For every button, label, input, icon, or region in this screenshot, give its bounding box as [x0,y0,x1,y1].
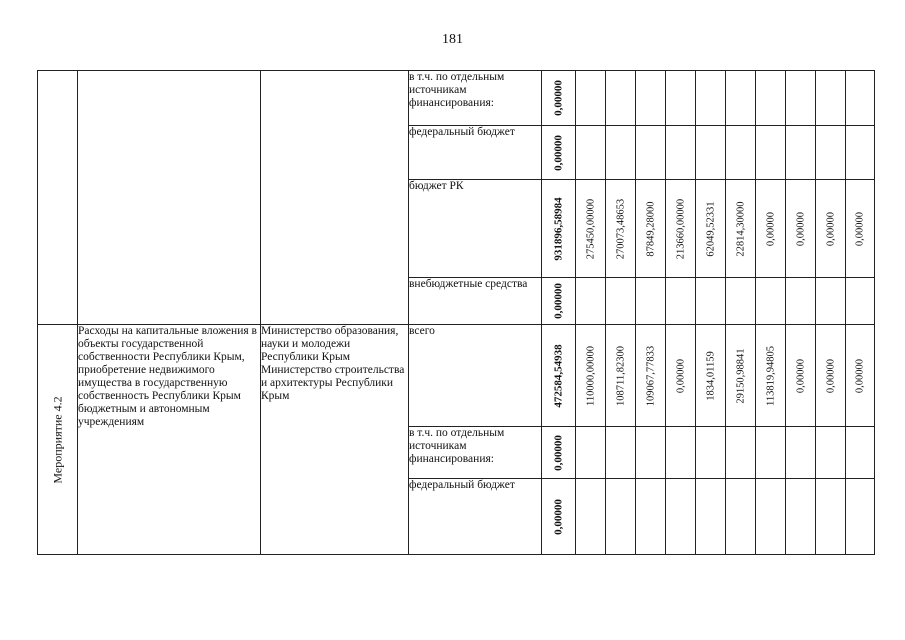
year-value-cell [576,71,606,126]
year-value-cell [816,71,846,126]
year-value-cell [606,180,636,278]
year-value-cell [726,180,756,278]
year-value-cell [576,278,606,325]
year-value-cell [846,278,875,325]
year-value-cell [636,479,666,555]
year-value-cell [816,325,846,427]
total-value: 0,00000 [552,134,564,171]
total-cell [542,479,576,555]
year-value-cell [696,71,726,126]
funding-source-label: всего [409,325,542,427]
funding-source-label: в т.ч. по отдельным источникам финансирования: [409,71,542,126]
year-value: 1834,01159 [705,350,716,401]
total-cell [542,427,576,479]
year-value-cell [786,479,816,555]
year-value-cell [816,180,846,278]
year-value-cell [816,427,846,479]
year-value: 113819,94805 [765,345,776,406]
year-value-cell [666,325,696,427]
year-value-cell [696,479,726,555]
total-value: 472584,54938 [552,343,564,408]
year-value-cell [756,71,786,126]
year-value-cell [786,180,816,278]
year-value-cell [576,325,606,427]
total-value: 0,00000 [552,434,564,471]
total-cell [542,180,576,278]
funding-source-label: федеральный бюджет [409,479,542,555]
year-value: 0,00000 [825,211,836,246]
table-row [38,71,875,126]
year-value-cell [636,427,666,479]
total-cell [542,71,576,126]
year-value-cell [756,325,786,427]
year-value: 109067,77833 [645,345,656,406]
financing-table [37,70,875,555]
year-value-cell [786,126,816,180]
year-value-cell [756,126,786,180]
funding-source-label: в т.ч. по отдельным источникам финансирования: [409,427,542,479]
year-value-cell [636,325,666,427]
year-value-cell [726,278,756,325]
measure-executor: Министерство образования, науки и молодежи Республики Крым Министерство строительства и архитектуры Республики Крым [261,325,409,555]
funding-source-label: федеральный бюджет [409,126,542,180]
year-value: 0,00000 [795,211,806,246]
year-value-cell [846,325,875,427]
year-value-cell [726,427,756,479]
year-value: 108711,82300 [615,345,626,406]
empty-merged-cell [78,71,261,325]
year-value-cell [786,427,816,479]
year-value-cell [666,126,696,180]
year-value-cell [756,180,786,278]
year-value: 0,00000 [854,211,866,246]
year-value-cell [786,325,816,427]
year-value-cell [696,126,726,180]
year-value-cell [816,278,846,325]
total-cell [542,278,576,325]
year-value: 275450,00000 [585,198,596,259]
year-value: 29150,98841 [735,347,746,404]
year-value: 213660,00000 [675,198,686,259]
year-value-cell [696,427,726,479]
year-value-cell [666,71,696,126]
year-value-cell [726,325,756,427]
year-value-cell [636,71,666,126]
year-value-cell [846,479,875,555]
year-value-cell [666,479,696,555]
total-value: 931896,58984 [552,196,564,261]
total-value: 0,00000 [552,80,564,116]
year-value-cell [786,71,816,126]
year-value: 0,00000 [854,358,866,393]
year-value-cell [726,126,756,180]
year-value-cell [726,71,756,126]
year-value-cell [606,278,636,325]
year-value: 0,00000 [675,358,686,393]
year-value-cell [636,180,666,278]
total-cell [542,126,576,180]
year-value-cell [636,278,666,325]
total-value: 0,00000 [552,283,564,319]
year-value: 270073,48653 [615,198,626,259]
year-value-cell [846,180,875,278]
year-value-cell [846,126,875,180]
year-value: 0,00000 [825,358,836,393]
year-value-cell [576,126,606,180]
year-value-cell [756,278,786,325]
year-value-cell [846,427,875,479]
year-value-cell [606,479,636,555]
year-value-cell [816,479,846,555]
empty-merged-cell [261,71,409,325]
measure-name: Расходы на капитальные вложения в объекты государственной собственности Республики Крым, приобретение недвижимого имущества в государственную собственность Республики Крым бюджетным и автономным учреждениям [78,325,261,555]
measure-label: Мероприятие 4.2 [50,395,64,484]
funding-source-label: внебюджетные средства [409,278,542,325]
year-value-cell [576,180,606,278]
year-value: 22814,30000 [735,200,746,257]
year-value-cell [756,427,786,479]
year-value: 110000,00000 [585,345,596,406]
year-value-cell [606,325,636,427]
measure-label-cell [38,325,78,555]
total-cell [542,325,576,427]
year-value-cell [576,427,606,479]
year-value: 62049,52331 [705,200,716,257]
year-value-cell [666,278,696,325]
year-value: 0,00000 [765,211,776,246]
year-value-cell [756,479,786,555]
year-value-cell [606,71,636,126]
year-value-cell [846,71,875,126]
table-row [38,325,875,427]
year-value: 0,00000 [795,358,806,393]
total-value: 0,00000 [552,498,564,535]
year-value: 87849,28000 [645,200,656,257]
empty-merged-cell [38,71,78,325]
year-value-cell [726,479,756,555]
year-value-cell [606,427,636,479]
year-value-cell [576,479,606,555]
year-value-cell [696,180,726,278]
page-number: 181 [442,32,463,47]
year-value-cell [696,325,726,427]
year-value-cell [696,278,726,325]
year-value-cell [636,126,666,180]
year-value-cell [786,278,816,325]
funding-source-label: бюджет РК [409,180,542,278]
year-value-cell [666,180,696,278]
year-value-cell [816,126,846,180]
year-value-cell [606,126,636,180]
year-value-cell [666,427,696,479]
